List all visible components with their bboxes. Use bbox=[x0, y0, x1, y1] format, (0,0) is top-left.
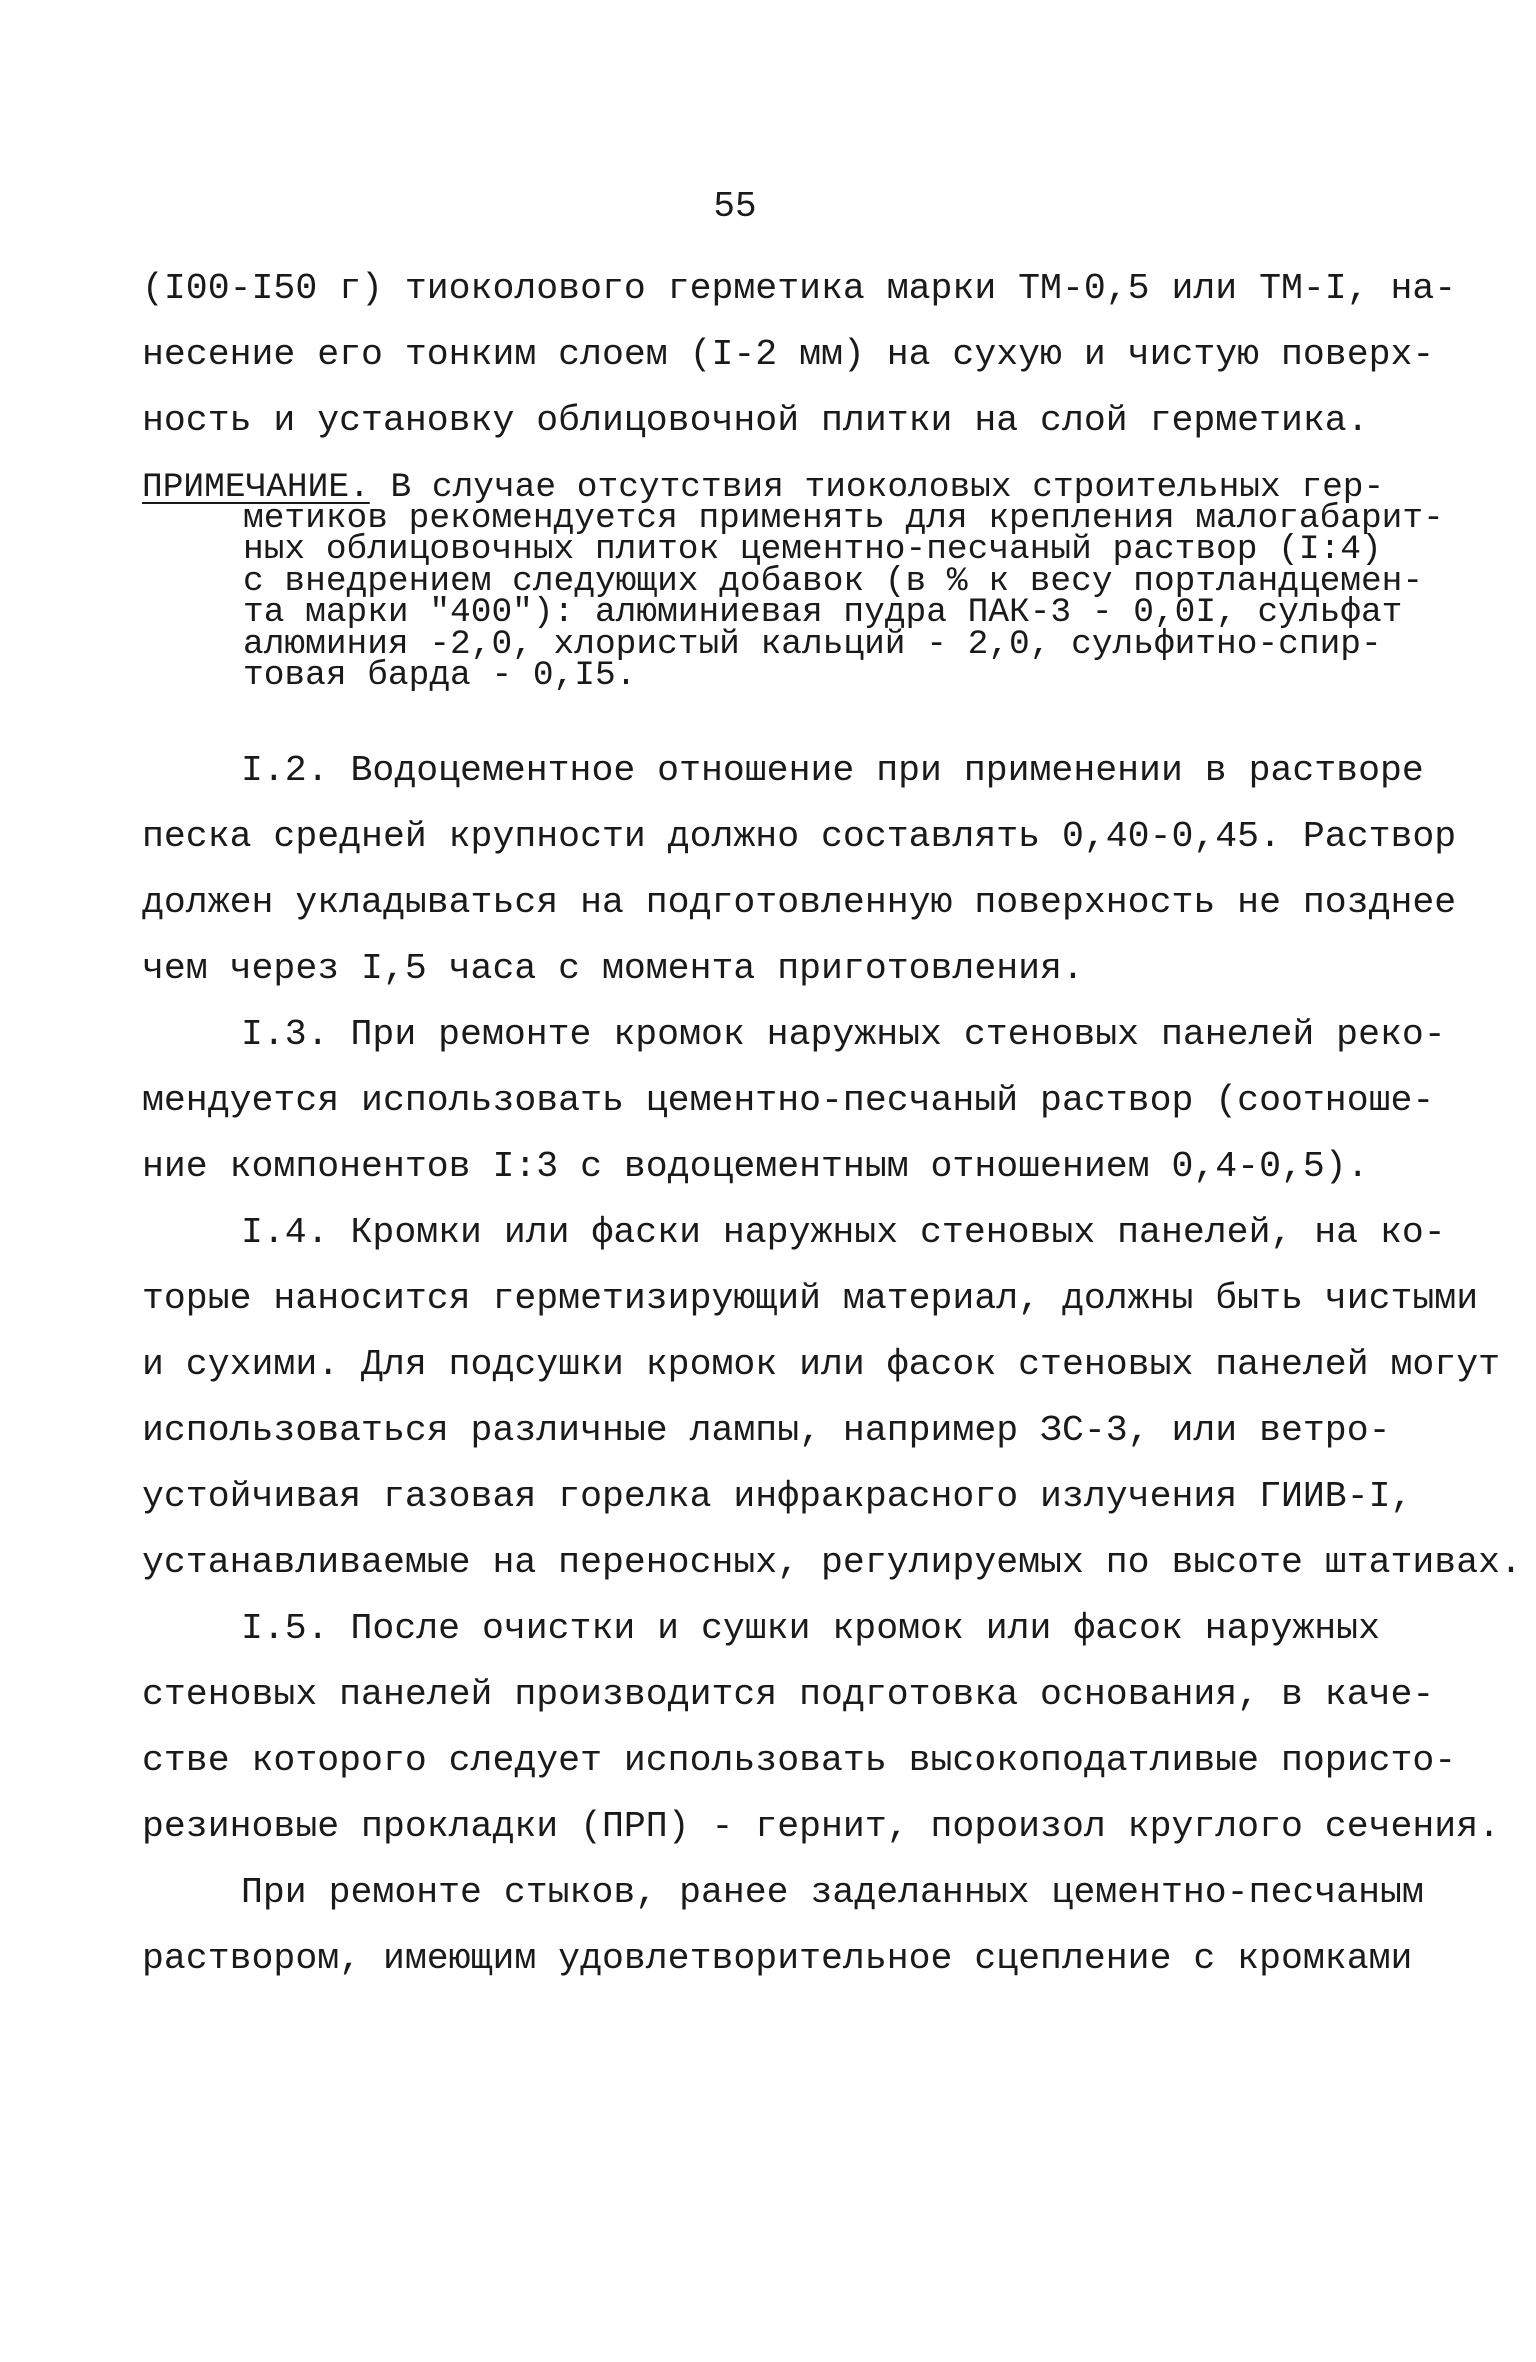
s1-2-line-3: должен укладываться на подготовленную поверхность не позднее bbox=[142, 882, 1457, 923]
intro-line-1: (I00-I50 г) тиоколового герметика марки ТМ-0,5 или ТМ-I, на- bbox=[142, 268, 1457, 309]
s1-2-line-2: песка средней крупности должно составлять 0,40-0,45. Раствор bbox=[142, 816, 1457, 857]
note-line-3: с внедрением следующих добавок (в % к весу портландцемен- bbox=[243, 562, 1424, 601]
note-label: ПРИМЕЧАНИЕ. bbox=[142, 468, 370, 507]
s1-2-line-4: чем через I,5 часа с момента приготовления. bbox=[142, 948, 1084, 989]
s1-4-line-3: и сухими. Для подсушки кромок или фасок стеновых панелей могут bbox=[142, 1344, 1501, 1385]
s1-3-line-3: ние компонентов I:3 с водоцементным отношением 0,4-0,5). bbox=[142, 1146, 1369, 1187]
note-line-6: товая барда - 0,I5. bbox=[243, 656, 637, 695]
s1-3-line-1: I.3. При ремонте кромок наружных стеновых панелей реко- bbox=[241, 1014, 1446, 1055]
intro-line-2: несение его тонким слоем (I-2 мм) на сухую и чистую поверх- bbox=[142, 334, 1435, 375]
note-line-4: та марки "400"): алюминиевая пудра ПАК-3 - 0,0I, сульфат bbox=[243, 593, 1403, 632]
page-number: 55 bbox=[713, 186, 757, 227]
s1-4-line-6: устанавливаемые на переносных, регулируемых по высоте штативах. bbox=[142, 1542, 1522, 1583]
s1-5-line-1: I.5. После очистки и сушки кромок или фасок наружных bbox=[241, 1608, 1380, 1649]
note-line-5: алюминия -2,0, хлористый кальций - 2,0, сульфитно-спир- bbox=[243, 625, 1382, 664]
s1-3-line-2: мендуется использовать цементно-песчаный раствор (соотноше- bbox=[142, 1080, 1435, 1121]
s1-4-line-5: устойчивая газовая горелка инфракрасного излучения ГИИВ-I, bbox=[142, 1476, 1413, 1517]
s1-4-line-4: использоваться различные лампы, например ЗС-3, или ветро- bbox=[142, 1410, 1391, 1451]
s1-5-line-3: стве которого следует использовать высокоподатливые пористо- bbox=[142, 1740, 1457, 1781]
s1-4-line-1: I.4. Кромки или фаски наружных стеновых панелей, на ко- bbox=[241, 1212, 1446, 1253]
repair-line-2: раствором, имеющим удовлетворительное сцепление с кромками bbox=[142, 1938, 1413, 1979]
s1-4-line-2: торые наносится герметизирующий материал, должны быть чистыми bbox=[142, 1278, 1479, 1319]
s1-2-line-1: I.2. Водоцементное отношение при применении в растворе bbox=[241, 750, 1424, 791]
s1-5-line-4: резиновые прокладки (ПРП) - гернит, пороизол круглого сечения. bbox=[142, 1806, 1501, 1847]
repair-line-1: При ремонте стыков, ранее заделанных цементно-песчаным bbox=[241, 1872, 1424, 1913]
note-line-1: метиков рекомендуется применять для крепления малогабарит- bbox=[243, 499, 1444, 538]
note-first-text: В случае отсутствия тиоколовых строительных гер- bbox=[369, 468, 1385, 507]
intro-line-3: ность и установку облицовочной плитки на слой герметика. bbox=[142, 400, 1369, 441]
note-line-2: ных облицовочных плиток цементно-песчаный раствор (I:4) bbox=[243, 530, 1382, 569]
s1-5-line-2: стеновых панелей производится подготовка основания, в каче- bbox=[142, 1674, 1435, 1715]
